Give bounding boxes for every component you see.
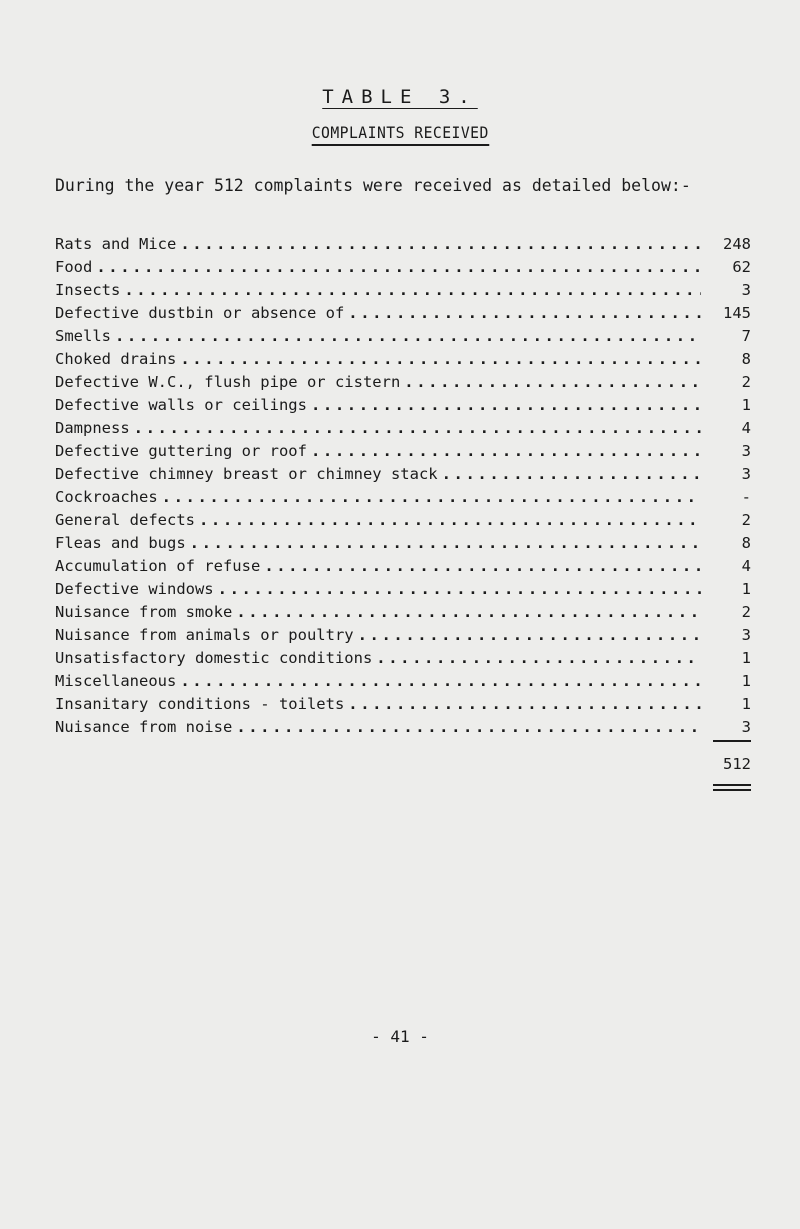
dot-leader: [358, 626, 701, 644]
dot-leader: [348, 695, 701, 713]
complaint-label: Rats and Mice: [55, 235, 177, 253]
complaint-label: Insects: [55, 281, 121, 299]
dot-leader: [311, 442, 701, 460]
complaint-label: Defective walls or ceilings: [55, 396, 307, 414]
dot-leader: [236, 718, 701, 736]
complaint-count: 4: [741, 419, 751, 437]
complaint-row: [55, 626, 751, 649]
dot-leader: [180, 672, 701, 690]
intro-paragraph: During the year 512 complaints were received as detailed below:-: [55, 176, 691, 195]
complaint-label: Nuisance from animals or poultry: [55, 626, 354, 644]
complaint-row: [55, 511, 751, 534]
dot-leader: [115, 327, 701, 345]
complaint-count: 3: [741, 442, 751, 460]
total-rule: [713, 740, 751, 742]
complaint-row: [55, 718, 751, 741]
dot-leader: [442, 465, 701, 483]
complaint-count: 3: [741, 281, 751, 299]
dot-leader: [236, 603, 701, 621]
complaint-row: [55, 281, 751, 304]
complaint-count: 1: [741, 396, 751, 414]
complaint-count: 1: [741, 695, 751, 713]
complaint-row: [55, 442, 751, 465]
complaint-row: [55, 258, 751, 281]
complaint-row: [55, 373, 751, 396]
complaint-row: [55, 649, 751, 672]
subtitle-container: [0, 123, 800, 146]
dot-leader: [199, 511, 701, 529]
complaint-row: [55, 304, 751, 327]
complaint-count: 1: [741, 649, 751, 667]
complaint-label: Cockroaches: [55, 488, 158, 506]
complaint-row: [55, 488, 751, 511]
complaint-label: Food: [55, 258, 93, 276]
dot-leader: [348, 304, 701, 322]
complaint-row: [55, 235, 751, 258]
complaint-count: 1: [741, 580, 751, 598]
total-double-rule: [713, 784, 751, 791]
complaint-row: [55, 419, 751, 442]
table-title: TABLE 3.: [322, 86, 478, 108]
total-count: 512: [723, 755, 751, 773]
complaint-row: [55, 695, 751, 718]
dot-leader: [376, 649, 701, 667]
dot-leader: [180, 350, 701, 368]
complaint-count: 8: [741, 534, 751, 552]
complaint-label: Nuisance from smoke: [55, 603, 233, 621]
complaint-count: 3: [741, 626, 751, 644]
complaint-row: [55, 580, 751, 603]
dot-leader: [162, 488, 701, 506]
complaint-label: Defective chimney breast or chimney stack: [55, 465, 438, 483]
dot-leader: [190, 534, 701, 552]
table-subtitle: COMPLAINTS RECEIVED: [311, 123, 488, 146]
complaint-label: Unsatisfactory domestic conditions: [55, 649, 373, 667]
complaint-count: 2: [741, 603, 751, 621]
complaint-count: 1: [741, 672, 751, 690]
complaint-row: [55, 557, 751, 580]
dot-leader: [134, 419, 701, 437]
complaint-label: Defective windows: [55, 580, 214, 598]
complaint-row: [55, 534, 751, 557]
dot-leader: [404, 373, 701, 391]
complaints-list: [55, 235, 751, 741]
page-number: - 41 -: [371, 1027, 429, 1046]
complaint-label: Defective W.C., flush pipe or cistern: [55, 373, 401, 391]
dot-leader: [311, 396, 701, 414]
complaint-count: 7: [741, 327, 751, 345]
complaint-row: [55, 327, 751, 350]
complaint-row: [55, 465, 751, 488]
complaint-count: 2: [741, 511, 751, 529]
complaint-count: 2: [741, 373, 751, 391]
complaint-count: 8: [741, 350, 751, 368]
complaint-label: Choked drains: [55, 350, 177, 368]
dot-leader: [124, 281, 701, 299]
complaint-label: Nuisance from noise: [55, 718, 233, 736]
complaint-row: [55, 603, 751, 626]
complaint-label: Defective dustbin or absence of: [55, 304, 345, 322]
complaint-label: Insanitary conditions - toilets: [55, 695, 345, 713]
complaint-count: 4: [741, 557, 751, 575]
complaint-label: Accumulation of refuse: [55, 557, 261, 575]
dot-leader: [96, 258, 701, 276]
complaint-label: Fleas and bugs: [55, 534, 186, 552]
complaint-label: General defects: [55, 511, 195, 529]
complaint-label: Smells: [55, 327, 111, 345]
complaint-row: [55, 350, 751, 373]
complaint-count: 62: [732, 258, 751, 276]
complaint-count: 145: [723, 304, 751, 322]
complaint-row: [55, 396, 751, 419]
complaint-row: [55, 672, 751, 695]
dot-leader: [180, 235, 701, 253]
dot-leader: [218, 580, 701, 598]
complaint-count: 3: [741, 718, 751, 736]
dot-leader: [264, 557, 701, 575]
complaint-count: 248: [723, 235, 751, 253]
complaint-label: Dampness: [55, 419, 130, 437]
complaint-label: Miscellaneous: [55, 672, 177, 690]
complaint-count: -: [741, 488, 751, 506]
complaint-label: Defective guttering or roof: [55, 442, 307, 460]
complaint-count: 3: [741, 465, 751, 483]
